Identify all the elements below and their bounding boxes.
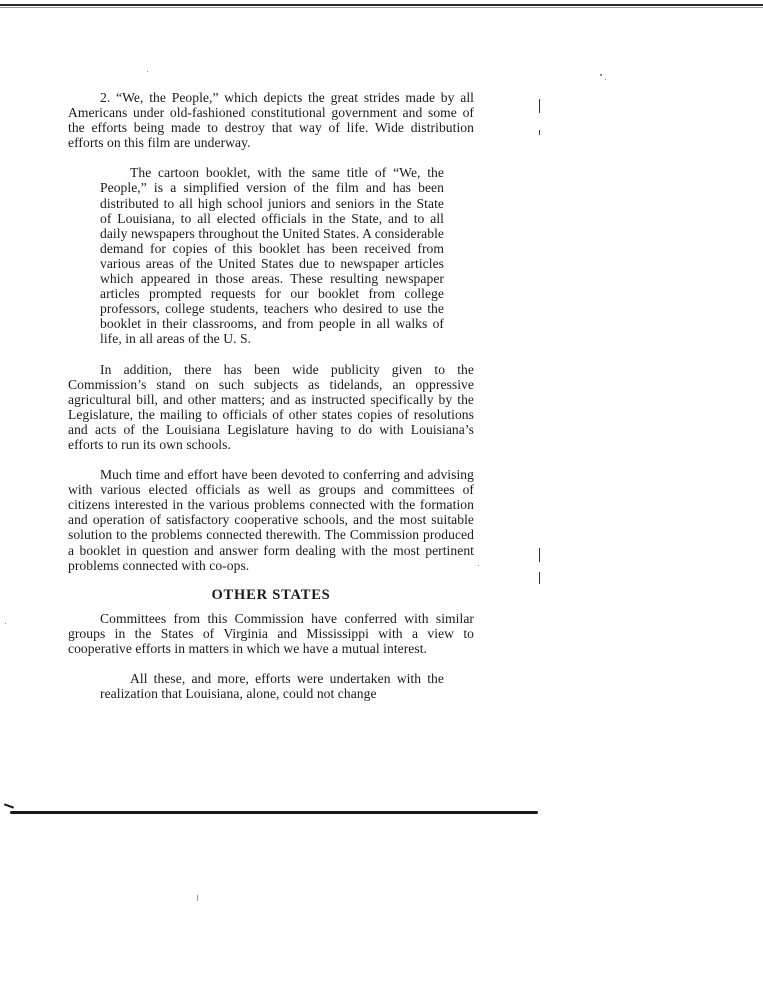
section-heading: OTHER STATES — [211, 586, 331, 603]
scan-speck — [605, 79, 606, 80]
scan-speck — [600, 74, 602, 76]
paragraph-booklet: The cartoon booklet, with the same title of “We, the People,” is a simplified version of the film and has been distributed to all high school juniors and seniors in the State of Louisiana, to all elected officials in the State, and to all daily newspapers throughout the United States. A considerable demand for copies of this booklet has been received from various areas of the United States due to newspaper articles which appeared in those areas. These resulting newspaper articles prompted requests for our booklet from college professors, college students, teachers who desired to use the booklet in their classrooms, and from people in all walks of life, in all areas of the U. S. — [100, 165, 444, 347]
scan-speck — [478, 565, 479, 566]
margin-mark — [539, 130, 540, 135]
margin-mark — [539, 99, 540, 113]
scan-speck — [147, 71, 148, 72]
margin-mark — [539, 572, 540, 584]
paragraph-film: 2. “We, the People,” which depicts the great strides made by all Americans under old-fashioned constitutional government and some of the efforts being made to destroy that way of life. Wide distribution efforts on this film are underway. — [68, 90, 474, 151]
paragraph-publicity: In addition, there has been wide publicity given to the Commission’s stand on such subjects as tidelands, an oppressive agricultural bill, and other matters; and as instructed specifically by the Legislature, the mailing to officials of other states copies of resolutions and acts of the Louisiana Legislature having to do with Louisiana’s efforts to run its own schools. — [68, 361, 474, 452]
paragraph-realization: All these, and more, efforts were undertaken with the realization that Louisiana, alone, could not change — [100, 671, 444, 702]
paragraph-committees: Committees from this Commission have conferred with similar groups in the States of Virginia and Mississippi with a view to cooperative efforts in matters in which we have a mutual interest. — [68, 610, 474, 656]
bottom-edge-rule — [10, 811, 538, 814]
top-edge-rule-shadow — [0, 7, 763, 8]
document-page — [68, 90, 474, 716]
top-edge-rule — [0, 4, 763, 6]
paragraph-coops: Much time and effort have been devoted to conferring and advising with various elected officials as well as groups and committees of citizens interested in the various problems connected with the formation and operation of satisfactory cooperative schools, and the most suitable solution to the problems connected therewith. The Commission produced a booklet in question and answer form dealing with the most pertinent problems connected with co-ops. — [68, 467, 474, 573]
margin-mark — [539, 548, 540, 562]
bottom-edge-tick — [4, 803, 14, 808]
scan-speck — [5, 623, 6, 624]
scan-speck — [197, 895, 198, 901]
